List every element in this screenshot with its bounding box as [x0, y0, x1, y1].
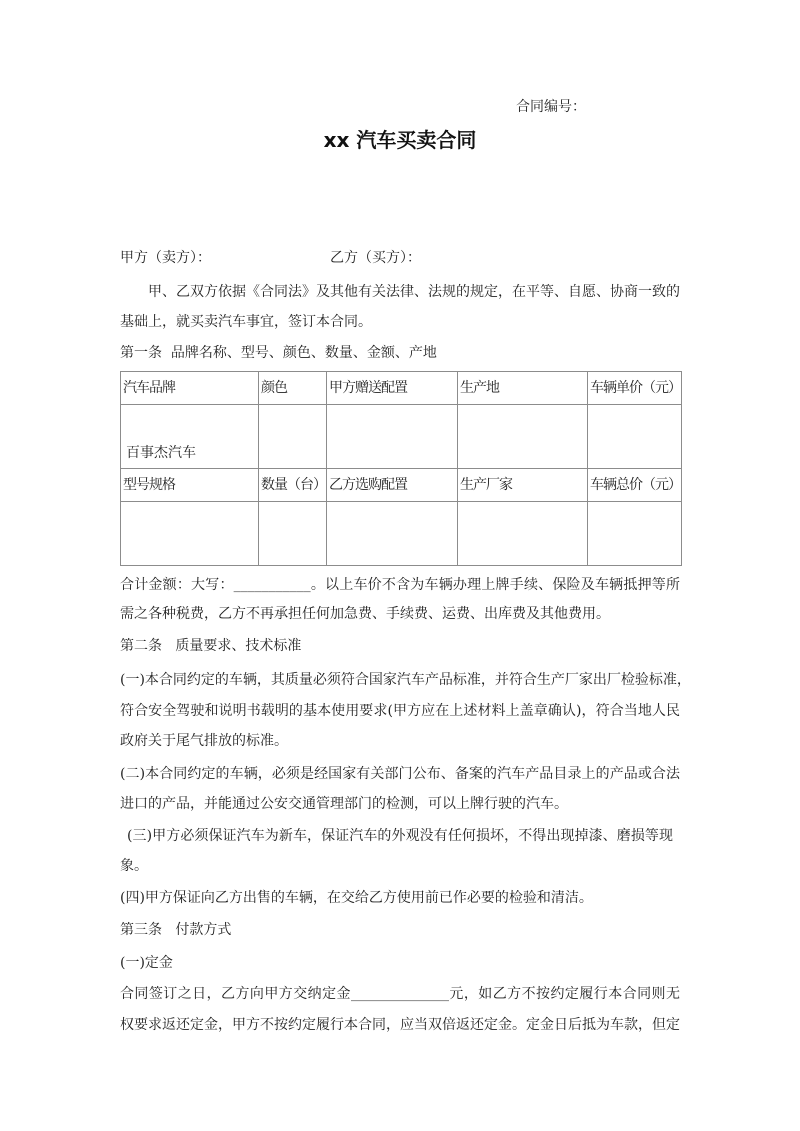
- intro-line: 基础上，就买卖汽车事宜，签订本合同。: [120, 314, 372, 330]
- clause-line: (一)本合同约定的车辆，其质量必须符合国家汽车产品标准，并符合生产厂家出厂检验标准，: [120, 672, 691, 688]
- article-3-subheading: (一)定金: [120, 955, 173, 971]
- vehicle-info-table: [120, 371, 682, 566]
- table-cell: [121, 502, 259, 566]
- clause-line: 象。: [120, 858, 148, 874]
- table-cell: [327, 502, 458, 566]
- table-header-cell-seller-accessories: 甲方赠送配置: [327, 372, 458, 405]
- clause-line: (三)甲方必须保证汽车为新车，保证汽车的外观没有任何损坏，不得出现掉漆、磨损等现: [127, 828, 673, 844]
- document-title: xx 汽车买卖合同: [323, 128, 477, 152]
- seller-party-label: 甲方（卖方）：: [120, 250, 211, 266]
- table-cell: [588, 502, 682, 566]
- contract-number-label: 合同编号：: [516, 99, 586, 115]
- brand-value-cell: 百事杰汽车: [121, 405, 259, 469]
- clause-line: 符合安全驾驶和说明书载明的基本使用要求(甲方应在上述材料上盖章确认)，符合当地人民: [120, 703, 680, 719]
- buyer-party-label: 乙方（买方）：: [330, 250, 421, 266]
- table-header-cell-quantity: 数量（台）: [259, 469, 327, 502]
- table-header-cell-unit-price: 车辆单价（元）: [588, 372, 682, 405]
- table-header-cell-buyer-options: 乙方选购配置: [327, 469, 458, 502]
- clause-line: 权要求返还定金，甲方不按约定履行本合同，应当双倍返还定金。定金日后抵为车款，但定: [120, 1017, 680, 1033]
- article-3-heading: 第三条 付款方式: [120, 922, 232, 938]
- intro-line: 甲、乙双方依据《合同法》及其他有关法律、法规的规定，在平等、自愿、协商一致的: [148, 284, 680, 300]
- total-amount-line: 需之各种税费，乙方不再承担任何加急费、手续费、运费、出库费及其他费用。: [120, 606, 610, 622]
- table-header-cell-model: 型号规格: [121, 469, 259, 502]
- table-header-cell-color: 颜色: [259, 372, 327, 405]
- table-header-row: [121, 469, 682, 502]
- table-header-row: [121, 372, 682, 405]
- table-cell: [458, 405, 588, 469]
- clause-line: (二)本合同约定的车辆，必须是经国家有关部门公布、备案的汽车产品目录上的产品或合法: [120, 766, 680, 782]
- table-header-cell-manufacturer: 生产厂家: [458, 469, 588, 502]
- clause-line: 进口的产品，并能通过公安交通管理部门的检测，可以上牌行驶的汽车。: [120, 796, 568, 812]
- table-cell: [259, 405, 327, 469]
- clause-line: 政府关于尾气排放的标准。: [120, 733, 288, 749]
- article-1-heading: 第一条 品牌名称、型号、颜色、数量、金额、产地: [120, 345, 437, 361]
- table-row: [121, 502, 682, 566]
- table-header-cell-brand: 汽车品牌: [121, 372, 259, 405]
- clause-line: 合同签订之日，乙方向甲方交纳定金______________元，如乙方不按约定履行本合同则无: [120, 986, 680, 1002]
- table-row: [121, 405, 682, 469]
- total-amount-line: 合计金额：大写：___________。以上车价不含为车辆办理上牌手续、保险及车辆抵押等所: [120, 577, 680, 593]
- article-2-heading: 第二条 质量要求、技术标准: [120, 638, 302, 654]
- table-cell: [259, 502, 327, 566]
- table-cell: [458, 502, 588, 566]
- table-header-cell-total-price: 车辆总价（元）: [588, 469, 682, 502]
- table-cell: [588, 405, 682, 469]
- table-cell: [327, 405, 458, 469]
- clause-line: (四)甲方保证向乙方出售的车辆，在交给乙方使用前已作必要的检验和清洁。: [120, 890, 593, 906]
- table-header-cell-origin: 生产地: [458, 372, 588, 405]
